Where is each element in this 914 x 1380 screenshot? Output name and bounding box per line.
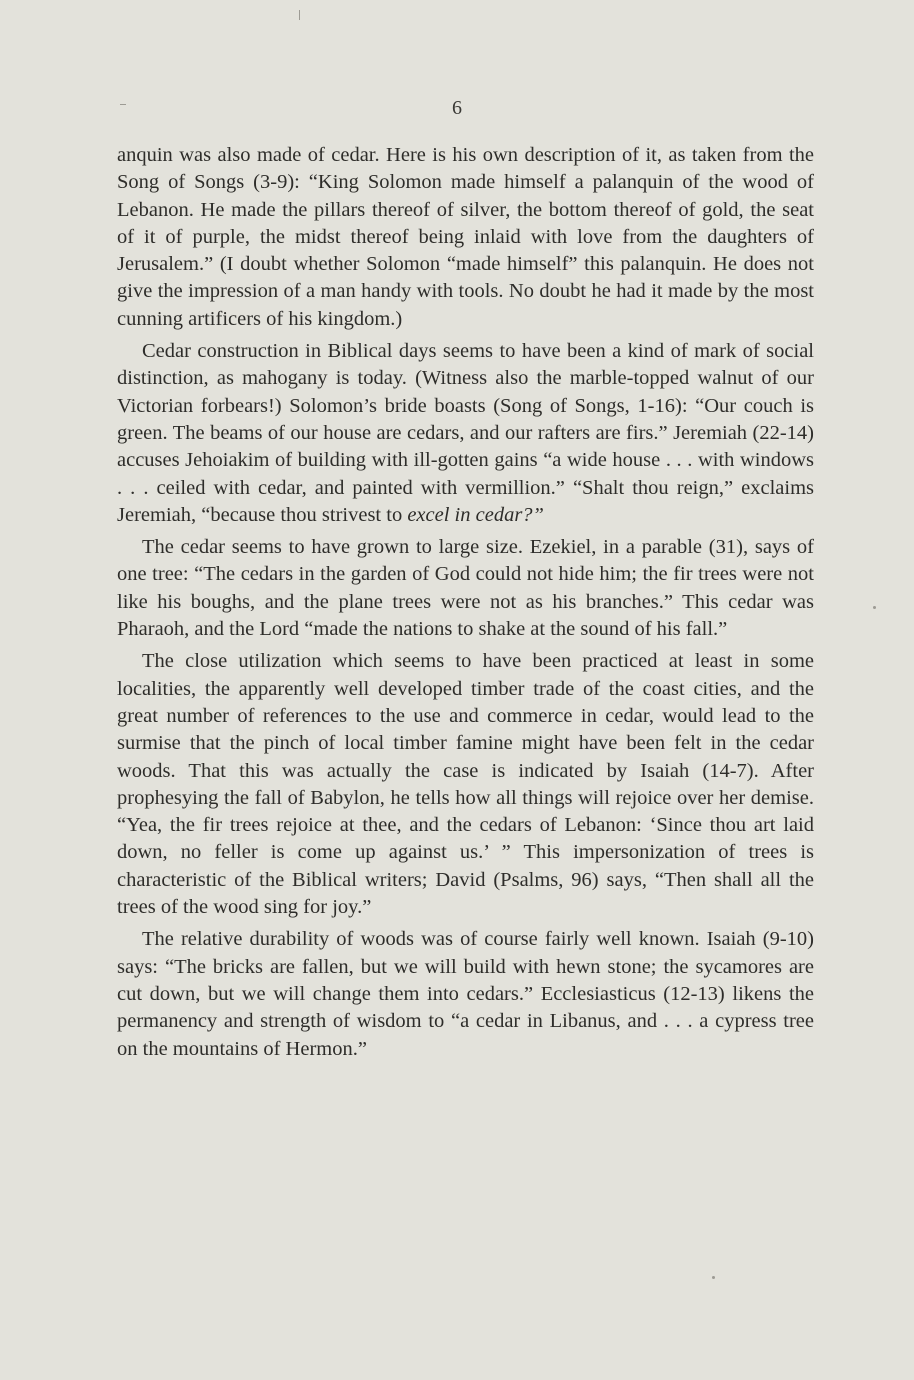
paper-speck [120, 104, 126, 105]
paragraph-palanquin: anquin was also made of cedar. Here is his own description of it, as taken from the Song of Songs (3-9): “King Solomon made himself a palanquin of the wood of Lebanon. He made the pillars thereof of silver, the bottom thereof of gold, the seat of it of purple, the midst thereof being inlaid with love from the daughters of Jerusalem.” (I doubt whether Solomon “made himself” this palanquin. He does not give the impression of a man handy with tools. No doubt he had it made by the most cunning artificers of his kingdom.) [117, 144, 814, 330]
paper-speck [712, 1276, 715, 1279]
paper-speck [299, 10, 300, 20]
paragraph-durability: The relative durability of woods was of course fairly well known. Isaiah (9-10) says: “The bricks are fallen, but we will build with hewn stone; the sycamores are cut down, but we will change them into cedars.” Ecclesiasticus (12-13) likens the permanency and strength of wisdom to “a cedar in Libanus, and . . . a cypress tree on the mountains of Hermon.” [117, 928, 814, 1060]
paragraph-utilization: The close utilization which seems to have been practiced at least in some localities, the apparently well developed timber trade of the coast cities, and the great number of references to the use and commerce in cedar, would lead to the surmise that the pinch of local timber famine might have been felt in the cedar woods. That this was actually the case is indicated by Isaiah (14-7). After prophesying the fall of Babylon, he tells how all things will rejoice over her demise. “Yea, the fir trees rejoice at thee, and the cedars of Lebanon: ‘Since thou art laid down, no feller is come up against us.’ ” This impersonization of trees is characteristic of the Biblical writers; David (Psalms, 96) says, “Then shall all the trees of the wood sing for joy.” [117, 650, 814, 919]
paragraph-cedar-construction-text: Cedar construction in Biblical days seems to have been a kind of mark of social distinction, as mahogany is today. (Witness also the marble-topped walnut of our Victorian forbears!) Solomon’s bride boasts (Song of Songs, 1-16): “Our couch is green. The beams of our house are cedars, and our rafters are firs.” Jeremiah (22-14) accuses Jehoiakim of building with ill-gotten gains “a wide house . . . with windows . . . ceiled with cedar, and painted with vermillion.” “Shalt thou reign,” exclaims Jeremiah, “because thou strivest to [117, 340, 814, 526]
body-text [117, 142, 814, 1068]
emphasis-excel-in-cedar: excel in cedar?” [407, 503, 544, 526]
page-number: 6 [452, 97, 462, 119]
paragraph-cedar-size: The cedar seems to have grown to large size. Ezekiel, in a parable (31), says of one tree: “The cedars in the garden of God could not hide him; the fir trees were not like his boughs, and the plane trees were not as his branches.” This cedar was Pharaoh, and the Lord “made the nations to shake at the sound of his fall.” [117, 536, 814, 641]
paragraph-cedar-construction [117, 338, 814, 529]
paper-speck [873, 606, 876, 609]
